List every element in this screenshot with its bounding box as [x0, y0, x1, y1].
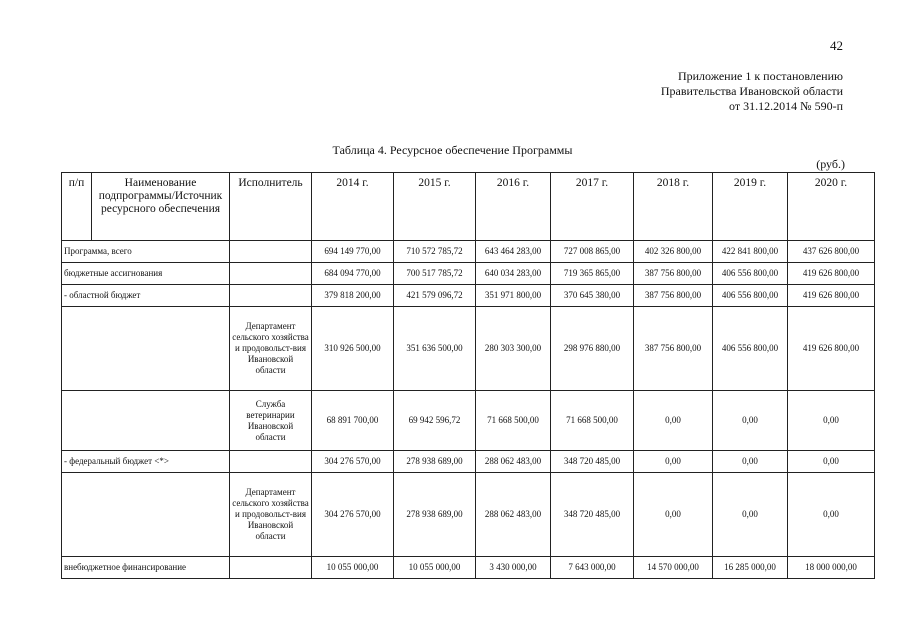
row-executor: Служба ветеринарии Ивановской области [230, 391, 312, 451]
header-year: 2017 г. [551, 173, 634, 241]
table-row [62, 391, 875, 451]
value-cell: 387 756 800,00 [634, 263, 713, 285]
value-cell: 727 008 865,00 [551, 241, 634, 263]
value-cell: 710 572 785,72 [394, 241, 476, 263]
table-title: Таблица 4. Ресурсное обеспечение Программы [332, 143, 573, 157]
value-cell: 421 579 096,72 [394, 285, 476, 307]
value-cell: 351 971 800,00 [476, 285, 551, 307]
value-cell: 348 720 485,00 [551, 473, 634, 557]
value-cell: 406 556 800,00 [713, 263, 788, 285]
value-cell: 348 720 485,00 [551, 451, 634, 473]
value-cell: 0,00 [634, 473, 713, 557]
value-cell: 278 938 689,00 [394, 451, 476, 473]
value-cell: 406 556 800,00 [713, 307, 788, 391]
table-row [62, 263, 875, 285]
value-cell: 288 062 483,00 [476, 473, 551, 557]
value-cell: 437 626 800,00 [788, 241, 875, 263]
value-cell: 10 055 000,00 [312, 557, 394, 579]
value-cell: 280 303 300,00 [476, 307, 551, 391]
appendix-line-1: Приложение 1 к постановлению [677, 69, 843, 83]
table-row [62, 557, 875, 579]
appendix-block [661, 69, 843, 114]
row-executor [230, 557, 312, 579]
row-name [62, 391, 230, 451]
value-cell: 68 891 700,00 [312, 391, 394, 451]
value-cell: 719 365 865,00 [551, 263, 634, 285]
header-executor: Исполнитель [230, 173, 312, 241]
row-executor: Департамент сельского хозяйства и продовольст-вия Ивановской области [230, 473, 312, 557]
value-cell: 7 643 000,00 [551, 557, 634, 579]
value-cell: 288 062 483,00 [476, 451, 551, 473]
row-executor [230, 263, 312, 285]
value-cell: 298 976 880,00 [551, 307, 634, 391]
row-name: внебюджетное финансирование [62, 557, 230, 579]
value-cell: 351 636 500,00 [394, 307, 476, 391]
header-year: 2015 г. [394, 173, 476, 241]
value-cell: 387 756 800,00 [634, 285, 713, 307]
row-name [62, 307, 230, 391]
value-cell: 700 517 785,72 [394, 263, 476, 285]
row-executor [230, 241, 312, 263]
value-cell: 419 626 800,00 [788, 285, 875, 307]
header-num: п/п [62, 173, 92, 241]
row-executor: Департамент сельского хозяйства и продовольст-вия Ивановской области [230, 307, 312, 391]
value-cell: 69 942 596,72 [394, 391, 476, 451]
header-name: Наименование подпрограммы/Источник ресурсного обеспечения [92, 173, 230, 241]
value-cell: 71 668 500,00 [551, 391, 634, 451]
table-row [62, 451, 875, 473]
value-cell: 14 570 000,00 [634, 557, 713, 579]
value-cell: 422 841 800,00 [713, 241, 788, 263]
row-executor [230, 451, 312, 473]
header-year: 2014 г. [312, 173, 394, 241]
table-row [62, 241, 875, 263]
value-cell: 71 668 500,00 [476, 391, 551, 451]
appendix-line-3: от 31.12.2014 № 590-п [729, 99, 843, 113]
row-name [62, 473, 230, 557]
value-cell: 640 034 283,00 [476, 263, 551, 285]
header-year: 2018 г. [634, 173, 713, 241]
value-cell: 16 285 000,00 [713, 557, 788, 579]
resource-table [61, 172, 875, 579]
row-name: - федеральный бюджет <*> [62, 451, 230, 473]
appendix-line-2: Правительства Ивановской области [660, 84, 843, 98]
value-cell: 419 626 800,00 [788, 263, 875, 285]
table-header-row [62, 173, 875, 241]
value-cell: 310 926 500,00 [312, 307, 394, 391]
row-name: - областной бюджет [62, 285, 230, 307]
value-cell: 278 938 689,00 [394, 473, 476, 557]
row-name: Программа, всего [62, 241, 230, 263]
value-cell: 684 094 770,00 [312, 263, 394, 285]
row-executor [230, 285, 312, 307]
currency-note: (руб.) [816, 157, 845, 171]
table-row [62, 473, 875, 557]
header-year: 2020 г. [788, 173, 875, 241]
value-cell: 0,00 [788, 391, 875, 451]
table-row [62, 285, 875, 307]
value-cell: 10 055 000,00 [394, 557, 476, 579]
value-cell: 370 645 380,00 [551, 285, 634, 307]
value-cell: 0,00 [713, 473, 788, 557]
value-cell: 304 276 570,00 [312, 451, 394, 473]
table-row [62, 307, 875, 391]
value-cell: 304 276 570,00 [312, 473, 394, 557]
header-year: 2019 г. [713, 173, 788, 241]
value-cell: 643 464 283,00 [476, 241, 551, 263]
value-cell: 419 626 800,00 [788, 307, 875, 391]
value-cell: 3 430 000,00 [476, 557, 551, 579]
value-cell: 387 756 800,00 [634, 307, 713, 391]
value-cell: 402 326 800,00 [634, 241, 713, 263]
value-cell: 406 556 800,00 [713, 285, 788, 307]
row-name: бюджетные ассигнования [62, 263, 230, 285]
value-cell: 0,00 [713, 451, 788, 473]
value-cell: 694 149 770,00 [312, 241, 394, 263]
value-cell: 0,00 [788, 451, 875, 473]
value-cell: 0,00 [634, 391, 713, 451]
value-cell: 0,00 [713, 391, 788, 451]
value-cell: 379 818 200,00 [312, 285, 394, 307]
value-cell: 0,00 [634, 451, 713, 473]
header-year: 2016 г. [476, 173, 551, 241]
value-cell: 18 000 000,00 [788, 557, 875, 579]
page-number: 42 [830, 38, 843, 53]
value-cell: 0,00 [788, 473, 875, 557]
